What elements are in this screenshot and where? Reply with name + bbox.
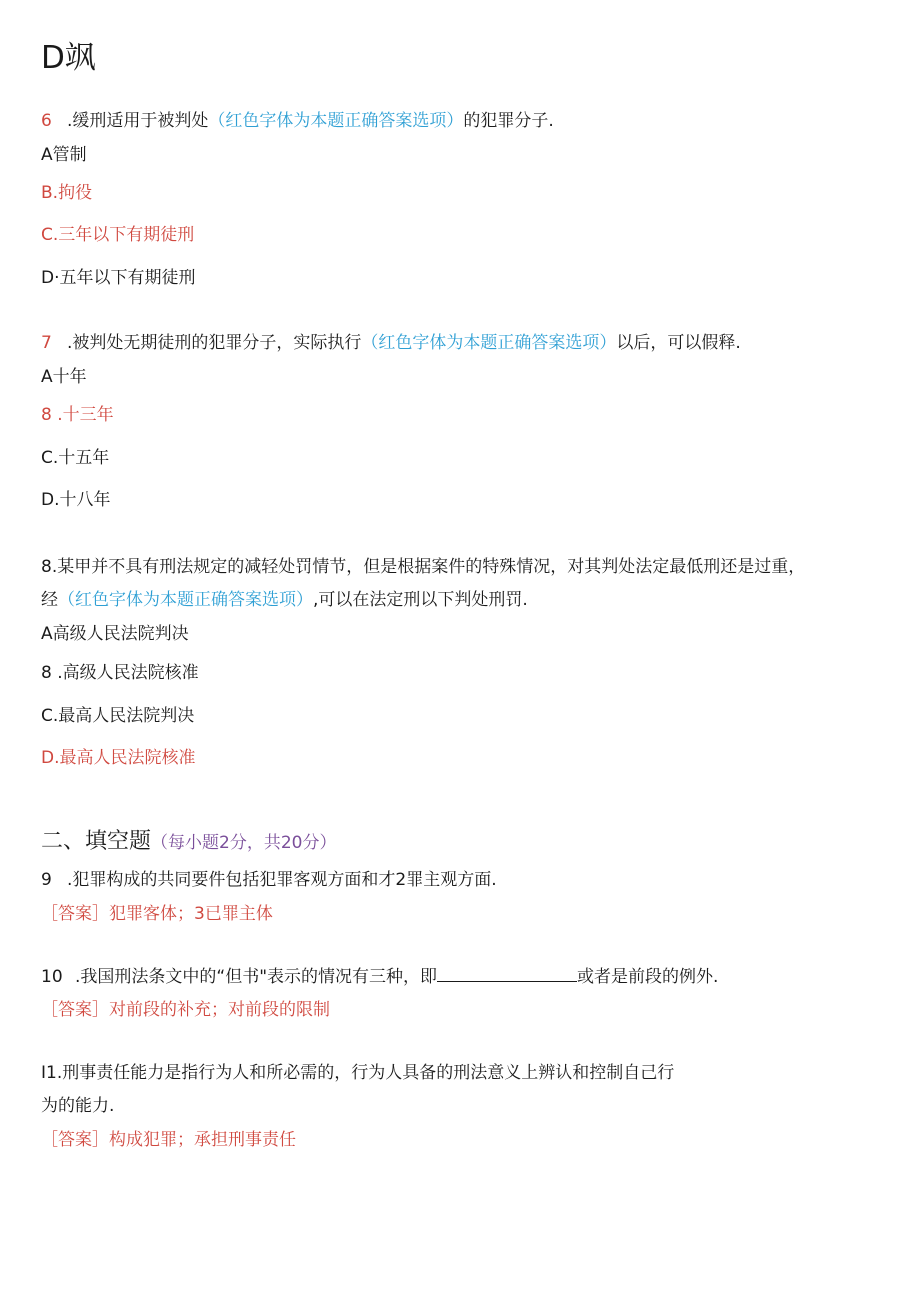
question-number: 6 bbox=[41, 111, 52, 131]
option-a: A高级人民法院判决 bbox=[41, 624, 189, 644]
question-number: 7 bbox=[41, 333, 52, 353]
question-text: .犯罪构成的共同要件包括犯罪客观方面和才2罪主观方面. bbox=[67, 870, 497, 890]
option-d: D.十八年 bbox=[41, 490, 111, 510]
section-subtitle: （每小题2分，共20分） bbox=[151, 833, 337, 853]
option-c: C.十五年 bbox=[41, 448, 110, 468]
question-text-end: 的犯罪分子. bbox=[463, 111, 554, 131]
option-c-correct: C.三年以下有期徒刑 bbox=[41, 225, 195, 245]
question-text: 经 bbox=[41, 590, 58, 610]
option-a: A管制 bbox=[41, 145, 87, 165]
fill-question-11-line1: I1.刑事责任能力是指行为人和所必需的，行为人具备的刑法意义上辨认和控制自己行 bbox=[41, 1063, 675, 1083]
answer-11: ［答案］构成犯罪；承担刑事责任 bbox=[41, 1130, 296, 1150]
fill-question-10 bbox=[41, 965, 718, 989]
header-title: D飒 bbox=[41, 40, 96, 76]
question-text-end: 以后，可以假释. bbox=[616, 333, 741, 353]
option-c: C.最高人民法院判决 bbox=[41, 706, 195, 726]
question-text: .被判处无期徒刑的犯罪分子，实际执行 bbox=[67, 333, 362, 353]
question-number: 10 bbox=[41, 967, 63, 987]
question-text: .缓刑适用于被判处 bbox=[67, 111, 209, 131]
option-b-correct: B.拘役 bbox=[41, 183, 93, 203]
question-text-end: ,可以在法定刑以下判处刑罚. bbox=[313, 590, 528, 610]
option-a: A十年 bbox=[41, 367, 87, 387]
section-heading bbox=[41, 827, 336, 857]
question-8-line1: 8.某甲并不具有刑法规定的减轻处罚情节，但是根据案件的特殊情况，对其判处法定最低刑还是过重， bbox=[41, 557, 806, 577]
fill-blank[interactable] bbox=[437, 965, 577, 982]
question-6 bbox=[41, 109, 554, 133]
option-b-correct: 8 .十三年 bbox=[41, 405, 114, 425]
fill-question-9 bbox=[41, 868, 497, 892]
question-number: 9 bbox=[41, 870, 52, 890]
answer-9: ［答案］犯罪客体；3已罪主体 bbox=[41, 904, 273, 924]
section-title: 二、填空题 bbox=[41, 829, 152, 854]
answer-hint: （红色字体为本题正确答案选项） bbox=[208, 111, 464, 131]
question-7 bbox=[41, 331, 741, 355]
option-d: D·五年以下有期徒刑 bbox=[41, 268, 196, 288]
option-d-correct: D.最高人民法院核准 bbox=[41, 748, 196, 768]
answer-10: ［答案］对前段的补充；对前段的限制 bbox=[41, 1000, 330, 1020]
question-text: .我国刑法条文中的“但书"表示的情况有三种，即 bbox=[75, 967, 438, 987]
question-8-line2 bbox=[41, 588, 528, 612]
question-text-end: 或者是前段的例外. bbox=[577, 967, 719, 987]
answer-hint: （红色字体为本题正确答案选项） bbox=[58, 590, 313, 610]
answer-hint: （红色字体为本题正确答案选项） bbox=[361, 333, 617, 353]
option-b: 8 .高级人民法院核准 bbox=[41, 663, 199, 683]
fill-question-11-line2: 为的能力. bbox=[41, 1096, 115, 1116]
